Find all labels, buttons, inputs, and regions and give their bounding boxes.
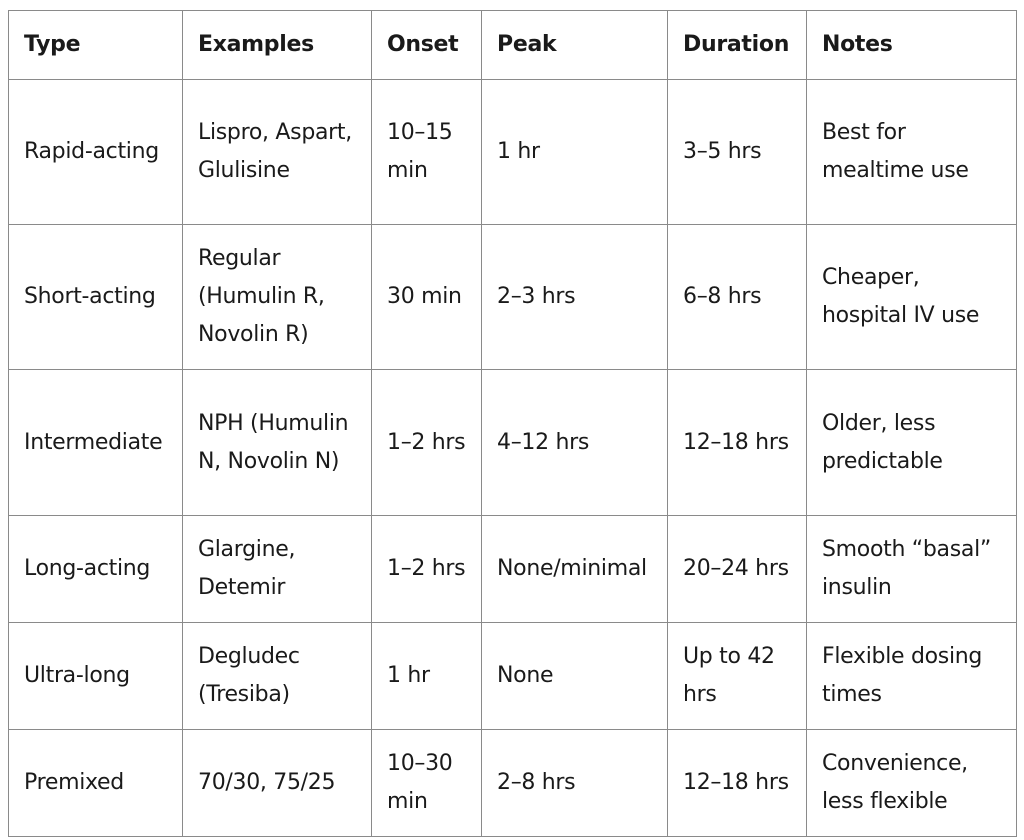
cell-onset: 1 hr — [372, 623, 482, 730]
cell-type: Intermediate — [9, 370, 183, 516]
cell-peak: None — [482, 623, 668, 730]
cell-examples: Glargine, Detemir — [183, 516, 372, 623]
cell-type: Long-acting — [9, 516, 183, 623]
cell-notes: Flexible dosing times — [807, 623, 1017, 730]
insulin-types-table — [8, 10, 1017, 837]
cell-duration: 3–5 hrs — [668, 80, 807, 225]
header-onset: Onset — [372, 11, 482, 80]
cell-peak: 2–3 hrs — [482, 225, 668, 370]
cell-onset: 10–30 min — [372, 730, 482, 837]
cell-peak: 1 hr — [482, 80, 668, 225]
cell-examples: NPH (Humulin N, Novolin N) — [183, 370, 372, 516]
cell-peak: None/minimal — [482, 516, 668, 623]
header-duration: Duration — [668, 11, 807, 80]
cell-onset: 30 min — [372, 225, 482, 370]
cell-duration: 12–18 hrs — [668, 730, 807, 837]
cell-peak: 4–12 hrs — [482, 370, 668, 516]
table-header-row — [9, 11, 1017, 80]
cell-duration: Up to 42 hrs — [668, 623, 807, 730]
cell-examples: 70/30, 75/25 — [183, 730, 372, 837]
cell-duration: 6–8 hrs — [668, 225, 807, 370]
cell-notes: Best for mealtime use — [807, 80, 1017, 225]
cell-examples: Degludec (Tresiba) — [183, 623, 372, 730]
table-row — [9, 80, 1017, 225]
cell-duration: 12–18 hrs — [668, 370, 807, 516]
cell-duration: 20–24 hrs — [668, 516, 807, 623]
table-row — [9, 225, 1017, 370]
table-row — [9, 370, 1017, 516]
cell-type: Ultra-long — [9, 623, 183, 730]
cell-examples: Lispro, Aspart, Glulisine — [183, 80, 372, 225]
cell-type: Short-acting — [9, 225, 183, 370]
cell-notes: Smooth “basal” insulin — [807, 516, 1017, 623]
cell-onset: 1–2 hrs — [372, 370, 482, 516]
cell-notes: Cheaper, hospital IV use — [807, 225, 1017, 370]
header-notes: Notes — [807, 11, 1017, 80]
table-row — [9, 623, 1017, 730]
table-row — [9, 516, 1017, 623]
cell-notes: Older, less predictable — [807, 370, 1017, 516]
header-examples: Examples — [183, 11, 372, 80]
header-peak: Peak — [482, 11, 668, 80]
cell-examples: Regular (Humulin R, Novolin R) — [183, 225, 372, 370]
cell-type: Rapid-acting — [9, 80, 183, 225]
cell-peak: 2–8 hrs — [482, 730, 668, 837]
table-row — [9, 730, 1017, 837]
header-type: Type — [9, 11, 183, 80]
cell-notes: Convenience, less flexible — [807, 730, 1017, 837]
cell-onset: 1–2 hrs — [372, 516, 482, 623]
cell-type: Premixed — [9, 730, 183, 837]
cell-onset: 10–15 min — [372, 80, 482, 225]
